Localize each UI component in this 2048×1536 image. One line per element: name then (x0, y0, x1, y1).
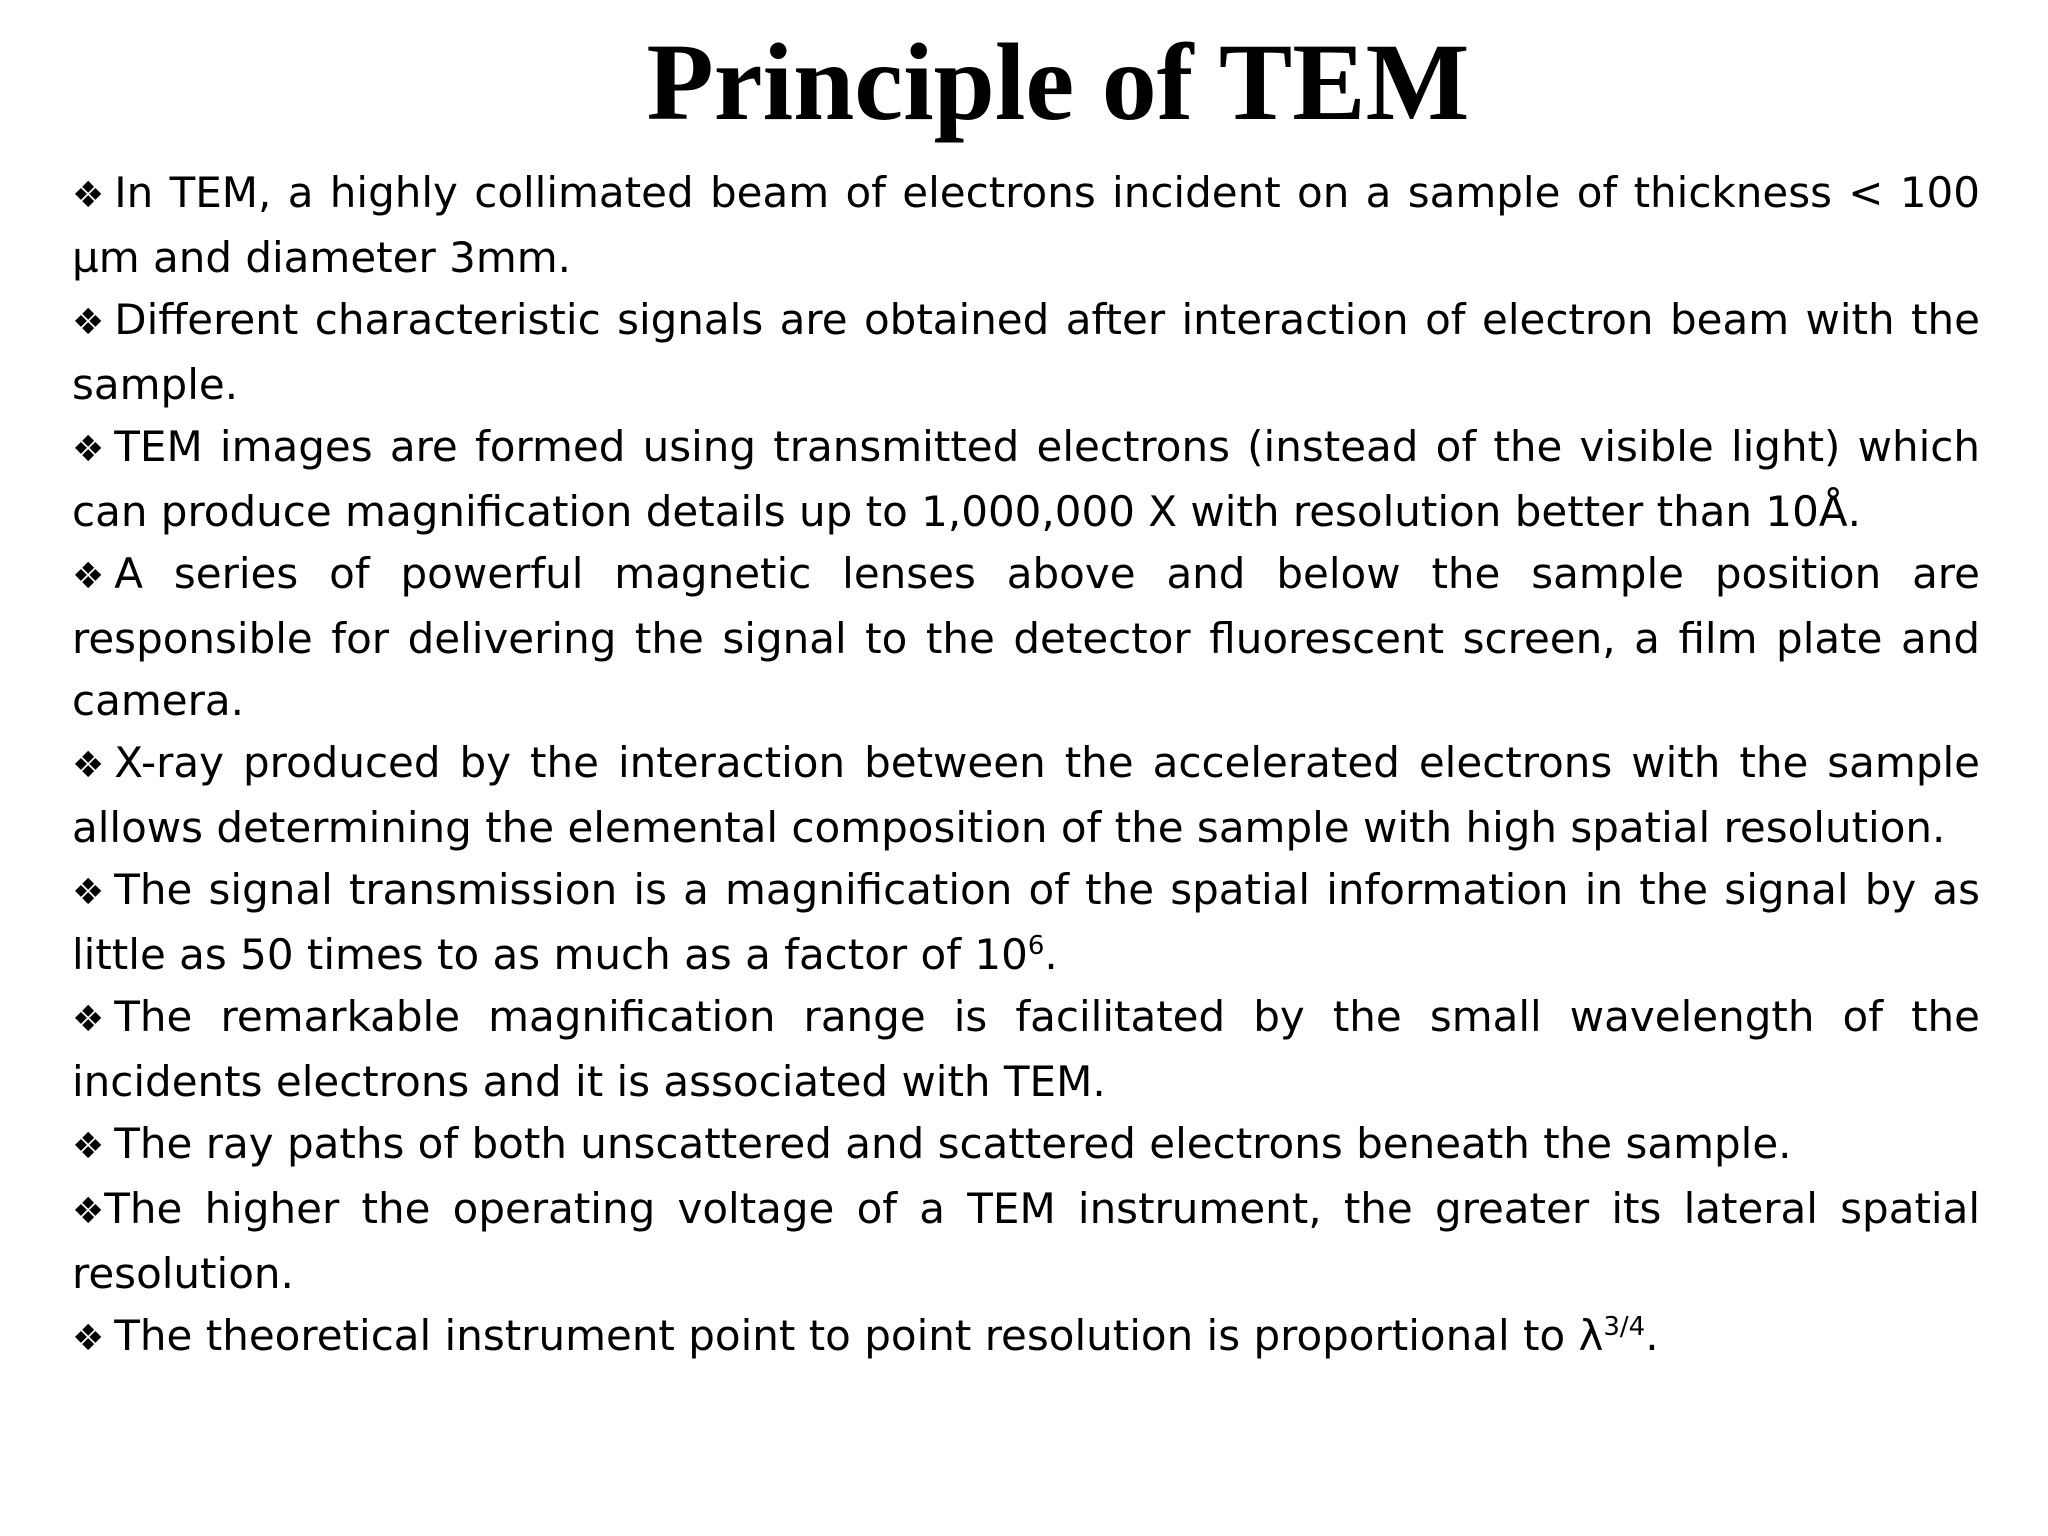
bullet-text: The ray paths of both unscattered and scattered electrons beneath the sample. (114, 1119, 1792, 1168)
diamond-bullet-icon: ❖ (72, 1191, 105, 1232)
slide-title: Principle of TEM (646, 21, 1470, 143)
diamond-bullet-icon: ❖ (72, 745, 105, 786)
diamond-bullet-icon: ❖ (72, 175, 105, 216)
bullet-item (72, 416, 1980, 543)
diamond-bullet-icon: ❖ (72, 429, 105, 470)
diamond-bullet-icon: ❖ (72, 302, 105, 343)
bullet-text: The signal transmission is a magnification of the spatial information in the signal by as little as 50 times to as much as a factor of 10 (72, 865, 1980, 979)
bullet-item (72, 1178, 1980, 1305)
bullet-item (72, 859, 1980, 986)
bullet-text: Different characteristic signals are obtained after interaction of electron beam with the sample. (72, 295, 1980, 409)
bullet-list (72, 162, 1980, 1370)
bullet-item (72, 162, 1980, 289)
bullet-item (72, 543, 1980, 732)
bullet-tail: . (1645, 1311, 1659, 1360)
bullet-item (72, 1305, 1980, 1370)
diamond-bullet-icon: ❖ (72, 872, 105, 913)
bullet-tail: . (1044, 930, 1058, 979)
diamond-bullet-icon: ❖ (72, 999, 105, 1040)
superscript-exponent: 6 (1027, 931, 1045, 961)
bullet-item (72, 986, 1980, 1113)
bullet-text: The remarkable magnification range is facilitated by the small wavelength of the incidents electrons and it is associated with TEM. (72, 992, 1980, 1106)
bullet-text: The theoretical instrument point to point resolution is proportional to λ (114, 1311, 1604, 1360)
bullet-item (72, 289, 1980, 416)
bullet-item (72, 732, 1980, 859)
diamond-bullet-icon: ❖ (72, 1126, 105, 1167)
diamond-bullet-icon: ❖ (72, 556, 105, 597)
bullet-text: In TEM, a highly collimated beam of electrons incident on a sample of thickness < 100 µm and diameter 3mm. (72, 168, 1980, 282)
bullet-text: A series of powerful magnetic lenses above and below the sample position are responsible for delivering the signal to the detector fluorescent screen, a film plate and camera. (72, 549, 1980, 725)
bullet-text: TEM images are formed using transmitted electrons (instead of the visible light) which can produce magnification details up to 1,000,000 X with resolution better than 10Å. (72, 422, 1980, 536)
bullet-text: The higher the operating voltage of a TEM instrument, the greater its lateral spatial resolution. (72, 1184, 1980, 1298)
bullet-text: X-ray produced by the interaction between the accelerated electrons with the sample allows determining the elemental composition of the sample with high spatial resolution. (72, 738, 1980, 852)
bullet-item (72, 1113, 1980, 1178)
superscript-exponent: 3/4 (1603, 1312, 1646, 1342)
diamond-bullet-icon: ❖ (72, 1318, 105, 1359)
